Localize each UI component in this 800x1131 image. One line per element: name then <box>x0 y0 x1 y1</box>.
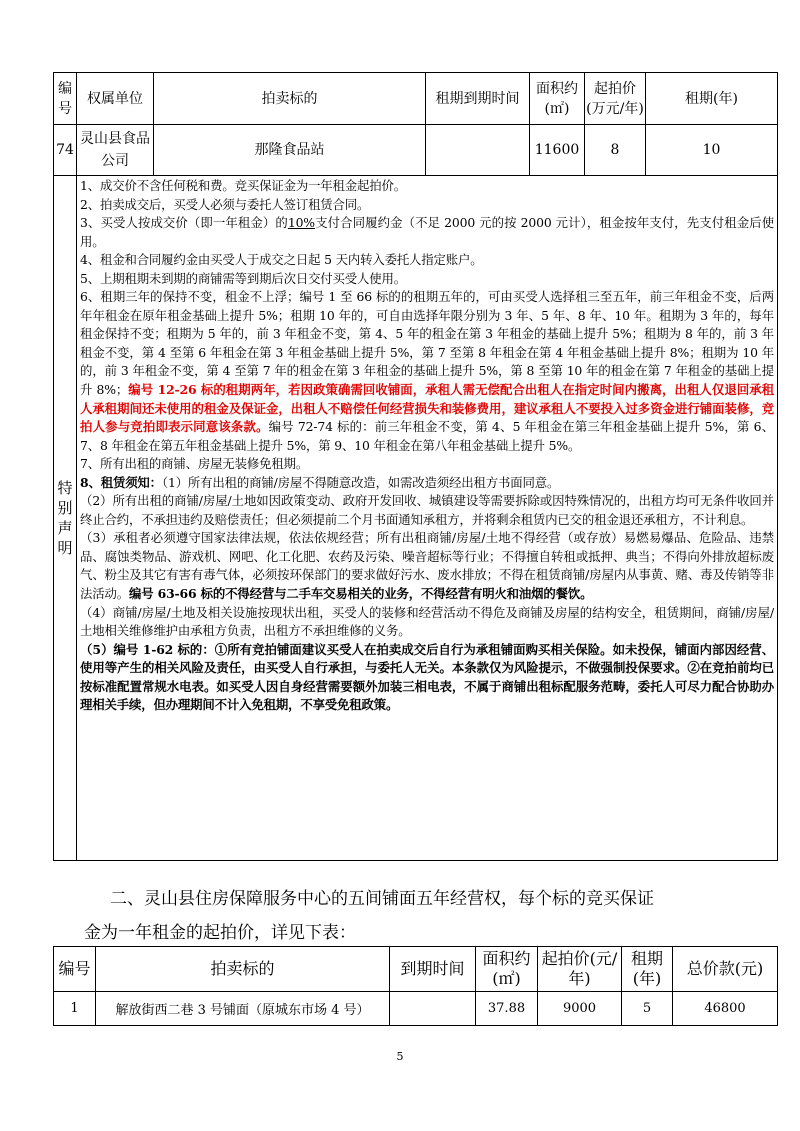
section-2-line-1: 二、灵山县住房保障服务中心的五间铺面五年经营权，每个标的竞买保证 <box>110 889 654 909</box>
section-2-line-2: 金为一年租金的起拍价，详见下表： <box>84 923 356 943</box>
table-header-row <box>54 73 778 125</box>
cell-expiry <box>426 125 530 176</box>
cell-term: 5 <box>622 992 673 1026</box>
note-8-item-4: （4）商铺/房屋/土地及相关设施按现状出租，买受人的装修和经营活动不得危及商铺及房屋的结构安全，租赁期间，商铺/房屋/土地相关维修维护由承租方负责，出租方不承担维修的义务。 <box>80 604 774 639</box>
table-row <box>54 992 778 1026</box>
note-3-text-b: 支付合同履约金（不足 2000 元的按 2000 元计），租金按年支付，先支付租金后使用。 <box>80 215 774 249</box>
note-3-percent: 10% <box>287 215 315 231</box>
note-3-text-a: 3、买受人按成交价（即一年租金）的 <box>80 215 288 231</box>
special-notes-label: 特别声明 <box>54 176 77 861</box>
note-8-heading: 8、租赁须知： <box>80 474 162 490</box>
note-2: 2、拍卖成交后，买受人必须与委托人签订租赁合同。 <box>80 196 370 212</box>
header-area: 面积约(㎡) <box>530 73 585 125</box>
note-5: 5、上期租期未到期的商铺需等到期后次日交付买受人使用。 <box>80 270 406 286</box>
header-no: 编号 <box>54 947 96 992</box>
note-8-item-1: （1）所有出租的商铺/房屋不得随意改造，如需改造须经出租方书面同意。 <box>161 474 560 490</box>
header-no: 编号 <box>54 73 77 125</box>
cell-area: 37.88 <box>476 992 538 1026</box>
header-area: 面积约(㎡) <box>476 947 538 992</box>
cell-no: 74 <box>54 125 77 176</box>
header-expiry: 租期到期时间 <box>426 73 530 125</box>
cell-subject: 那隆食品站 <box>154 125 426 176</box>
cell-start-price: 8 <box>585 125 646 176</box>
note-8-item-3-text: （3）承租者必须遵守国家法律法规，依法依规经营；所有出租商铺/房屋/土地不得经营（或存放）易燃易爆品、危险品、违禁品、腐蚀类物品、游戏机、网吧、化工化肥、农药及污染、噪音超标等行业；不得擅自转租或抵押、典当；不得向外排放超标废气、粉尘及其它有害有毒气体，必须按环保部门的要求做好污水、废水排放；不得在租赁商铺/房屋内从事黄、赌、毒及传销等非法活动。 <box>80 530 774 602</box>
note-6-text-a: 6、租期三年的保持不变，租金不上浮；编号 1 至 66 标的的租期五年的，可由买受人选择租三至五年，前三年租金不变，后两年年租金在原年租金基础上提升 5%；租期 10 年的，可自由选择年限分别为 3 年、5 年、8 年、10 年。租期为 3 年的，每年租金保持不变；租期为 5 年的，前 3 年租金不变，第 4、5 年的租金在第 3 年租金的基础上提升 5%；租期为 8 年的，前 3 年租金不变，第 4 至第 6 年租金在第 3 年租金基础上提升 5%，第 7 至第 8 年租金在第 4 年租金基础上提升 8%；租期为 10 年的，前 3 年租金不变，第 4 至第 7 年的租金在第 3 年租金的基础上提升 5%，第 8 至第 10 年的租金在第 7 年租金的基础上提升 8%； <box>80 289 774 398</box>
cell-start-price: 9000 <box>538 992 622 1026</box>
note-8 <box>80 474 774 493</box>
special-notes-content <box>77 176 778 861</box>
cell-owner: 灵山县食品公司 <box>77 125 154 176</box>
header-owner: 权属单位 <box>77 73 154 125</box>
header-subject: 拍卖标的 <box>96 947 390 992</box>
header-term: 租期(年) <box>622 947 673 992</box>
note-3 <box>80 214 774 251</box>
note-8-item-3-bold: 编号 63-66 标的不得经营与二手车交易相关的业务，不得经营有明火和油烟的餐饮。 <box>128 586 593 602</box>
note-8-item-2: （2）所有出租的商铺/房屋/土地如因政策变动、政府开发回收、城镇建设等需要拆除或因特殊情况的，出租方均可无条件收回并终止合约，不承担违约及赔偿责任；但必须提前二个月书面通知承租方，并将剩余租赁内已交的租金退还承租方，不计利息。 <box>80 493 774 527</box>
page-number: 5 <box>396 1050 404 1063</box>
lot-table <box>53 72 778 861</box>
shop-table <box>53 946 778 1026</box>
header-term: 租期(年) <box>646 73 778 125</box>
cell-subject: 解放街西二巷 3 号铺面（原城东市场 4 号） <box>96 992 390 1026</box>
cell-no: 1 <box>54 992 96 1026</box>
cell-area: 11600 <box>530 125 585 176</box>
note-4: 4、租金和合同履约金由买受人于成交之日起 5 天内转入委托人指定账户。 <box>80 252 483 268</box>
note-6-warning: 编号 12-26 标的租期两年，若因政策确需回收铺面，承租人需无偿配合出租人在指定时间内搬离，出租人仅退回承租人承租期间还未使用的租金及保证金，出租人不赔偿任何经营损失和装修费用，建议承租人不要投入过多资金进行铺面装修，竞拍人参与竞拍即表示同意该条款。 <box>80 382 774 435</box>
header-total: 总价款(元) <box>673 947 778 992</box>
note-1: 1、成交价不含任何税和费。竞买保证金为一年租金起拍价。 <box>80 178 406 193</box>
header-start-price: 起拍价(万元/年) <box>585 73 646 125</box>
special-notes-row <box>54 176 778 861</box>
header-subject: 拍卖标的 <box>154 73 426 125</box>
cell-total: 46800 <box>673 992 778 1026</box>
note-8-item-5: （5）编号 1-62 标的：①所有竞拍铺面建议买受人在拍卖成交后自行为承租铺面购买相关保险。如未投保，铺面内部因经营、使用等产生的相关风险及责任，由买受人自行承担，与委托人无关。本条款仅为风险提示，不做强制投保要求。②在竞拍前均已按标准配置常规水电表。如买受人因自身经营需要额外加装三相电表，不属于商铺出租标配服务范畴，委托人可尽力配合协助办理相关手续，但办理期间不计入免租期，不享受免租政策。 <box>80 641 774 713</box>
cell-term: 10 <box>646 125 778 176</box>
note-6 <box>80 288 774 455</box>
header-expiry: 到期时间 <box>390 947 476 992</box>
cell-expiry <box>390 992 476 1026</box>
note-7: 7、所有出租的商铺、房屋无装修免租期。 <box>80 456 309 472</box>
section-2-heading <box>70 882 770 950</box>
note-8-item-3 <box>80 529 774 603</box>
note-6-text-b: 编号 72-74 标的：前三年租金不变，第 4、5 年租金在第三年租金基础上提升 5%，第 6、7、8 年租金在第五年租金基础上提升 5%，第 9、10 年租金在第八年租金基础上提升 5%。 <box>80 419 774 453</box>
table-header-row <box>54 947 778 992</box>
table-row <box>54 125 778 176</box>
header-start-price: 起拍价(元/年) <box>538 947 622 992</box>
